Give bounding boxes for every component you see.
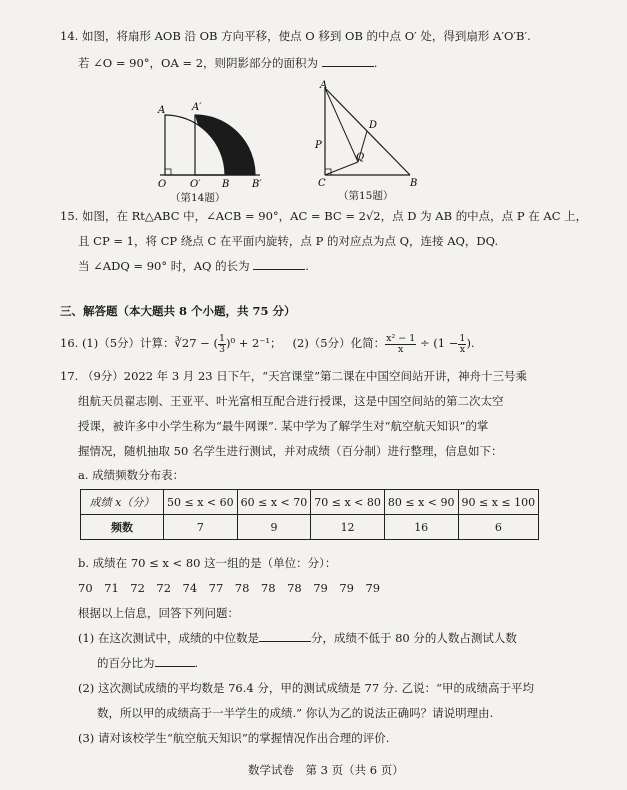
q16-part2: (2)（5分）化简：: [292, 336, 386, 350]
q14-text: 若 ∠O = 90°，OA = 2，则阴影部分的面积为: [78, 56, 319, 70]
q15-line2: 且 CP = 1，将 CP 绕点 C 在平面内旋转，点 P 的对应点为点 Q，连接 AQ，DQ.: [78, 234, 499, 248]
q15-answer-blank[interactable]: [253, 258, 305, 270]
label-a2: A′: [192, 102, 202, 113]
q17-line1: 17. （9分）2022 年 3 月 23 日下午，“天宫课堂”第二课在中国空间站开讲，神舟十三号乘: [60, 369, 528, 383]
table-header-cell: 90 ≤ x ≤ 100: [458, 490, 539, 515]
segment-aq: [325, 88, 358, 162]
table-cell: 12: [311, 515, 385, 540]
label-b: B: [410, 178, 418, 189]
table-cell: 16: [384, 515, 458, 540]
q17-part-a: a. 成绩频数分布表：: [78, 468, 185, 482]
q17-sub1-end: .: [194, 656, 199, 670]
q15-period: .: [305, 259, 309, 273]
q17-part-b: b. 成绩在 70 ≤ x < 80 这一组的是（单位：分）：: [78, 556, 337, 570]
label-c: C: [318, 178, 326, 189]
label-q: Q: [356, 152, 365, 163]
q17-sub3: (3) 请对该校学生“航空航天知识”的掌握情况作出合理的评价.: [78, 731, 390, 745]
label-p: P: [315, 140, 322, 151]
q17-line2: 组航天员翟志刚、王亚平、叶光富相互配合进行授课，这是中国空间站的第二次太空: [78, 394, 504, 408]
table-header-cell: 80 ≤ x < 90: [384, 490, 458, 515]
percent-answer-blank[interactable]: [155, 655, 195, 667]
label-b: B: [222, 179, 230, 190]
figure-15: [310, 80, 420, 190]
label-d: D: [369, 120, 378, 131]
q16-part2-tail: ).: [466, 336, 475, 350]
q16-part2-mid: ÷ (1 −: [420, 336, 459, 350]
q17-sub2-line2: 数，所以甲的成绩高于一半学生的成绩.” 你认为乙的说法正确吗？请说明理由.: [97, 706, 494, 720]
q14-line2: [78, 55, 377, 71]
q14-answer-blank[interactable]: [322, 55, 374, 67]
label-a: A: [158, 105, 166, 116]
q14-line1: 14. 如图，将扇形 AOB 沿 OB 方向平移，使点 O 移到 OB 的中点 O′ 处，得到扇形 A′O′B′.: [60, 29, 531, 43]
label-o2: O′: [190, 179, 201, 190]
frequency-table: [80, 489, 539, 540]
q16-frac-x2: $\frac{\text{x² − 1}}{x}$: [386, 332, 416, 355]
q17-sub1-line2: [97, 655, 198, 671]
q15-line3: [78, 258, 309, 274]
table-header-cell: 70 ≤ x < 80: [311, 490, 385, 515]
q17-prompt: 根据以上信息，回答下列问题：: [78, 606, 239, 620]
q16-line: [60, 331, 475, 355]
q17-sub1-a: (1) 在这次测试中，成绩的中位数是: [78, 631, 259, 645]
label-o: O: [158, 179, 167, 190]
table-row: [81, 515, 539, 540]
q17-sub2-line1: (2) 这次测试成绩的平均数是 76.4 分，甲的测试成绩是 77 分. 乙说：“甲的成绩高于平均: [78, 681, 534, 695]
q17-line4: 握情况，随机抽取 50 名学生进行测试，并对成绩（百分制）进行整理，信息如下：: [78, 444, 503, 458]
figure-14: [150, 95, 280, 200]
q16-part1: 16. (1)（5分）计算：∛27 − (: [60, 336, 218, 350]
fig15-caption: （第15题）: [338, 190, 394, 202]
table-cell: 7: [164, 515, 238, 540]
table-cell: 6: [458, 515, 539, 540]
q17-sub1-b: 分，成绩不低于 80 分的人数占测试人数: [310, 631, 517, 645]
q14-period: .: [373, 56, 378, 70]
table-header-cell: 成绩 x（分）: [81, 490, 164, 515]
q16-frac-1x: $\frac{1}{x}$: [459, 332, 466, 355]
section3-title: 三、解答题（本大题共 8 个小题，共 75 分）: [60, 304, 296, 318]
label-a: A: [320, 80, 328, 91]
segment-cq: [325, 162, 358, 175]
shaded-region: [195, 115, 255, 175]
q15-line1: 15. 如图，在 Rt△ABC 中，∠ACB = 90°，AC = BC = 2√2，点 D 为 AB 的中点，点 P 在 AC 上，: [60, 209, 588, 223]
q17-line3: 授课，被许多中小学生称为“最牛网课”. 某中学为了解学生对“航空航天知识”的掌: [78, 419, 489, 433]
table-cell: 频数: [81, 515, 164, 540]
right-angle-o: [165, 169, 171, 175]
table-header-cell: 60 ≤ x < 70: [237, 490, 311, 515]
q15-text: 当 ∠ADQ = 90° 时，AQ 的长为: [78, 259, 250, 273]
page-footer: 数学试卷 第 3 页（共 6 页）: [248, 763, 404, 777]
side-ab: [325, 88, 410, 175]
label-b2: B′: [252, 179, 262, 190]
q17-sub1-c: 的百分比为: [97, 656, 155, 670]
q17-sub1-line1: [78, 630, 517, 646]
median-answer-blank[interactable]: [259, 630, 311, 642]
q17-scores: 70 71 72 72 74 77 78 78 78 79 79 79: [78, 581, 381, 595]
table-row: [81, 490, 539, 515]
fig14-caption: （第14题）: [170, 192, 226, 204]
q16-frac-third: $\frac{1}{3}$: [218, 332, 225, 355]
table-header-cell: 50 ≤ x < 60: [164, 490, 238, 515]
table-cell: 9: [237, 515, 311, 540]
q16-part1-tail: )⁰ + 2⁻¹；: [226, 336, 282, 350]
